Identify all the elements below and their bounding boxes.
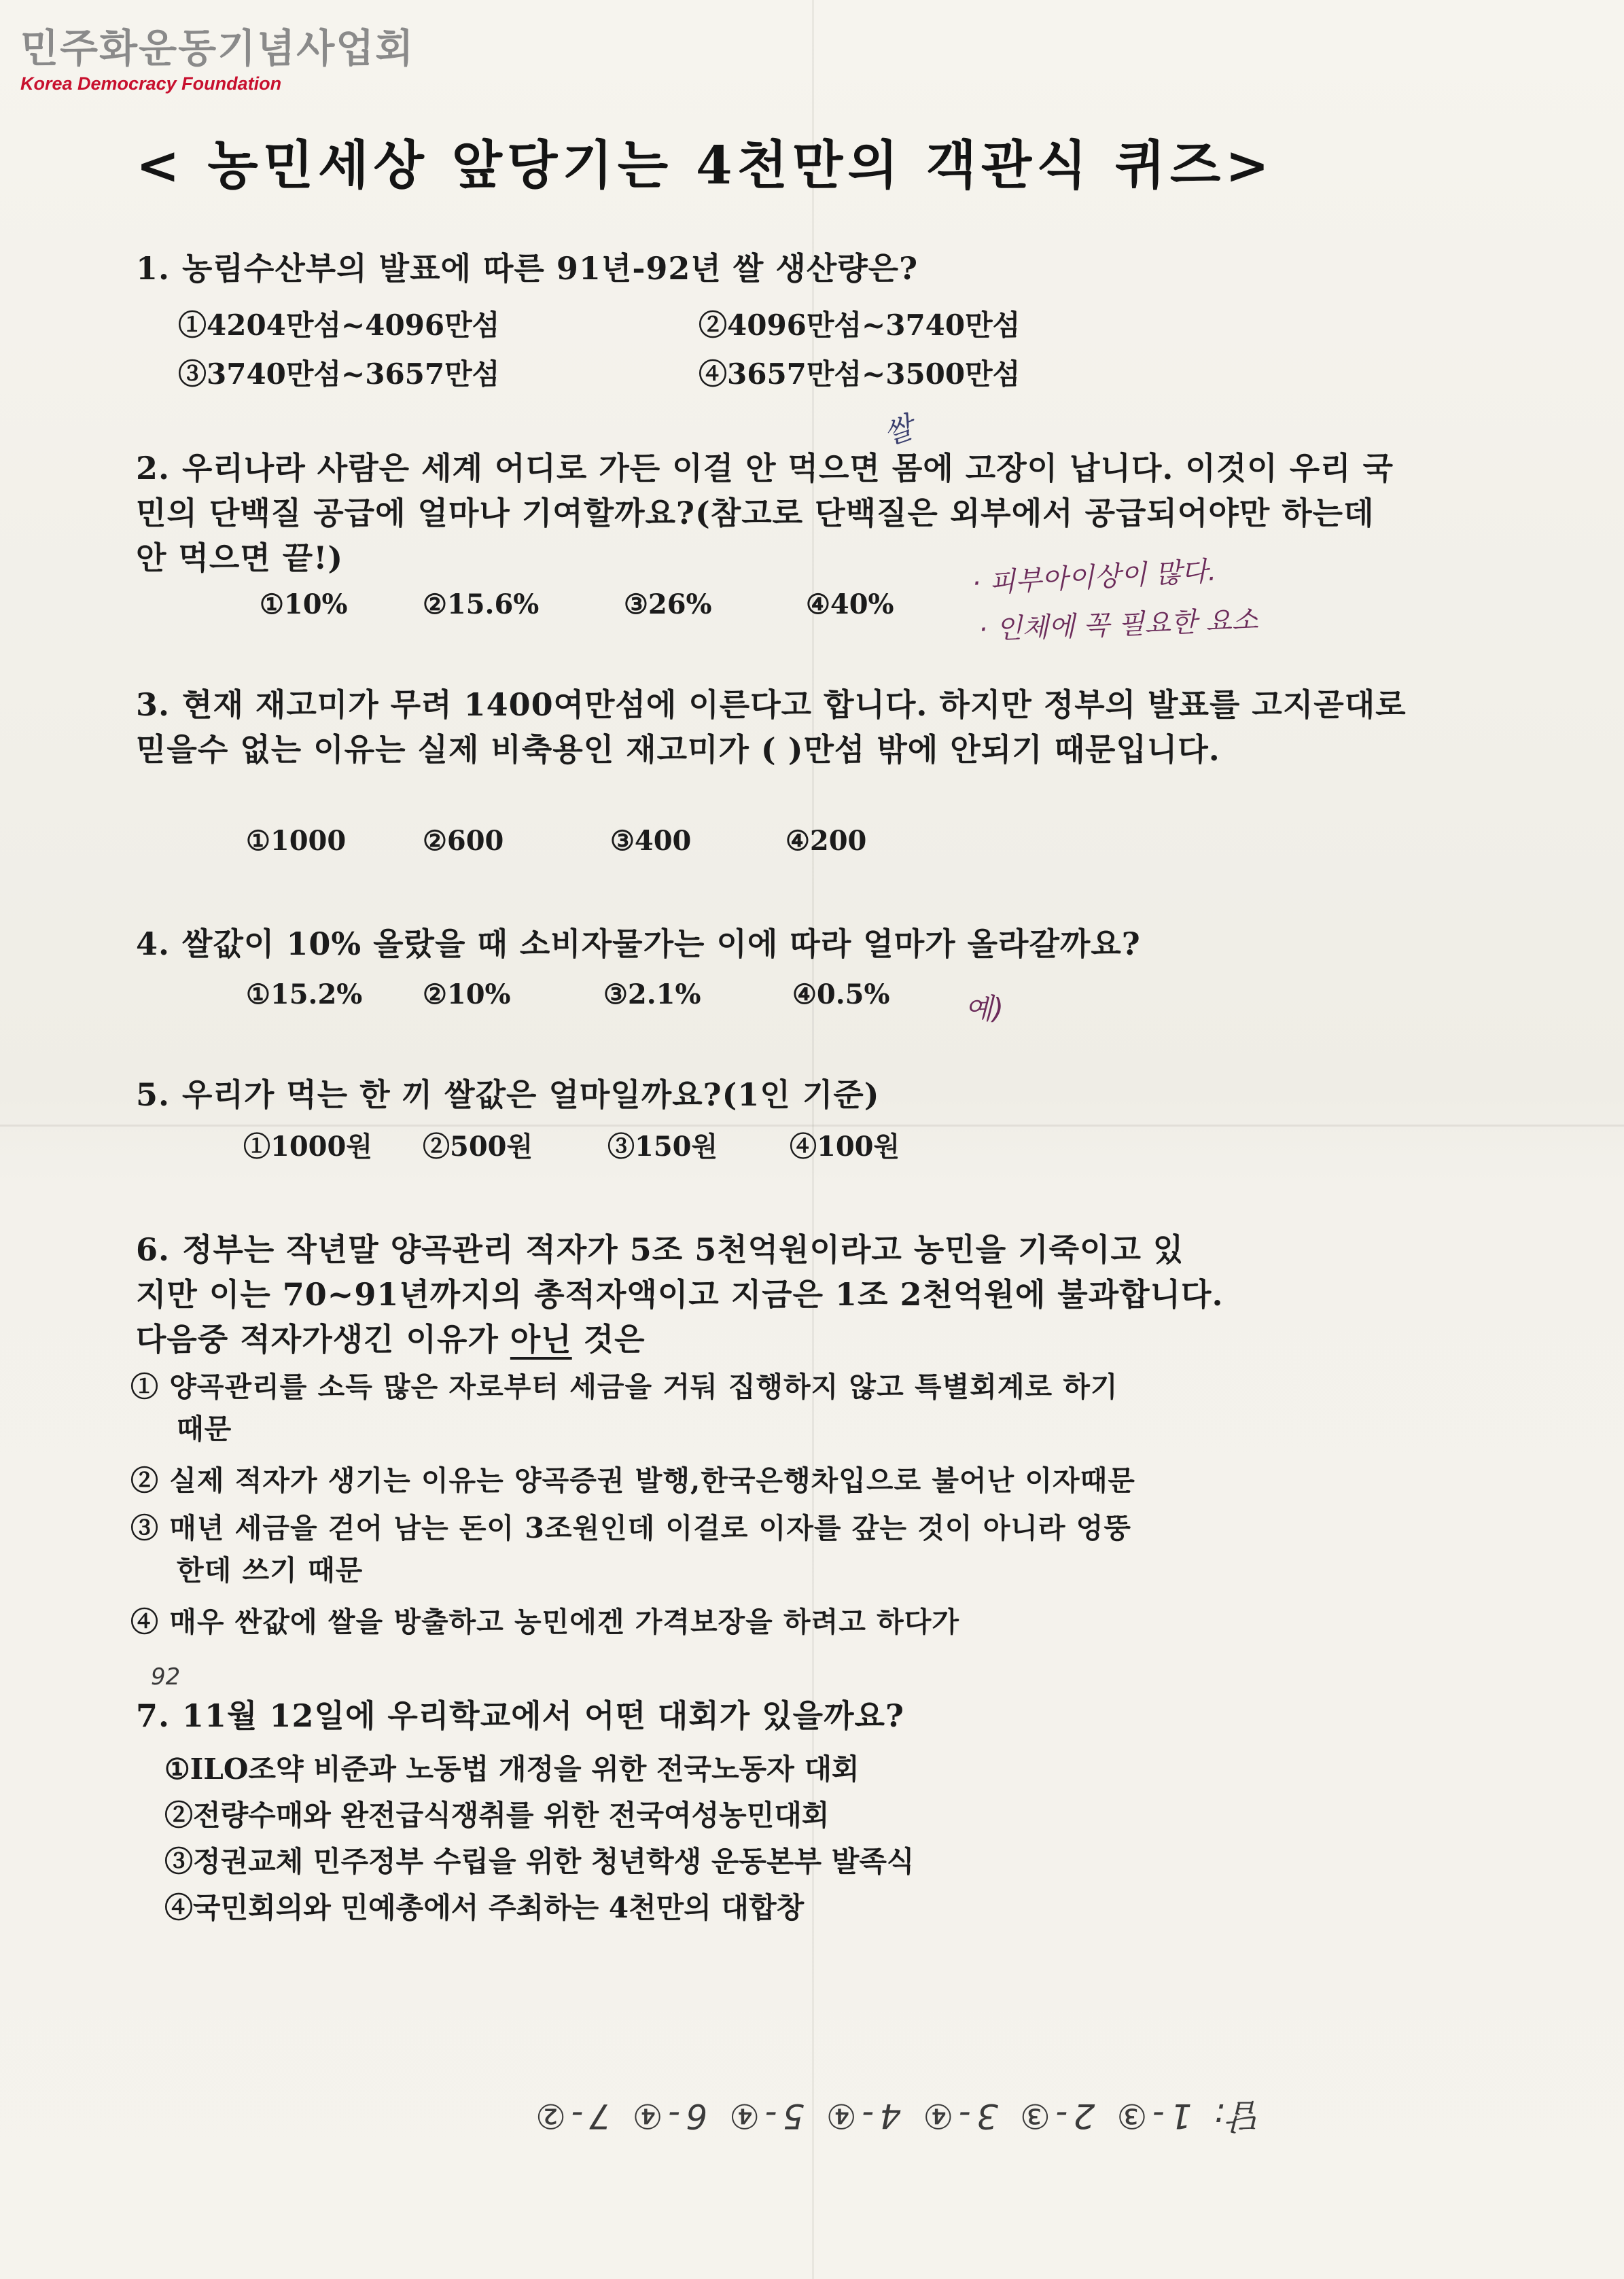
question-text: 농림수산부의 발표에 따른 91년-92년 쌀 생산량은? <box>182 250 919 287</box>
q3-option-1: ①1000 <box>246 825 347 857</box>
question-text: 11월 12일에 우리학교에서 어떤 대회가 있을까요? <box>182 1697 904 1734</box>
q7-option-3: ③정권교체 민주정부 수립을 위한 청년학생 운동본부 발족식 <box>164 1845 915 1878</box>
option-text: 양곡관리를 소득 많은 자로부터 세금을 거둬 집행하지 않고 특별회계로 하기 <box>169 1371 1118 1403</box>
logo-english: Korea Democracy Foundation <box>20 73 282 94</box>
document-title: < 농민세상 앞당기는 4천만의 객관식 퀴즈> <box>136 135 1274 196</box>
option-text-continued: 때문 <box>177 1413 232 1445</box>
q1-option-1: ①4204만섬~4096만섬 <box>178 308 500 342</box>
underlined-word: 아닌 <box>510 1321 572 1358</box>
question-7 <box>136 1693 1413 1738</box>
handwritten-answer-key: 답: 1-③ 2-③ 3-④ 4-④ 5-④ 6-④ 7-② <box>530 2096 1264 2136</box>
q1-option-4: ④3657만섬~3500만섬 <box>699 357 1021 391</box>
q2-option-2: ②15.6% <box>423 588 540 620</box>
question-6 <box>136 1227 1413 1362</box>
q5-option-2: ②500원 <box>423 1131 533 1163</box>
text-segment: 다음중 적자가생긴 이유가 <box>136 1321 510 1358</box>
question-5 <box>136 1072 1413 1117</box>
question-text-line2: 지만 이는 70~91년까지의 총적자액이고 지금은 1조 2천억원에 불과합니다. <box>136 1276 1224 1313</box>
handwritten-q4-note: 예) <box>965 992 1004 1025</box>
question-number: 4. <box>136 925 171 962</box>
question-number: 2. <box>136 450 171 487</box>
question-number: 3. <box>136 686 171 723</box>
question-text-line1: 정부는 작년말 양곡관리 적자가 5조 5천억원이라고 농민을 기죽이고 있 <box>182 1231 1184 1268</box>
handwritten-year-note: 92 <box>151 1663 181 1691</box>
question-number: 1. <box>136 250 171 287</box>
q3-option-3: ③400 <box>610 825 692 857</box>
q5-option-3: ③150원 <box>607 1131 718 1163</box>
q5-option-1: ①1000원 <box>243 1131 372 1163</box>
question-4 <box>136 921 1413 966</box>
question-number: 5. <box>136 1076 171 1113</box>
handwritten-note-1: · 피부아이상이 많다. <box>971 555 1218 600</box>
q6-option-3 <box>130 1507 1408 1591</box>
option-mark: ④ <box>130 1606 159 1638</box>
q4-option-4: ④0.5% <box>792 978 890 1010</box>
q1-option-2: ②4096만섬~3740만섬 <box>699 308 1021 342</box>
q4-option-1: ①15.2% <box>246 978 363 1010</box>
q7-option-4: ④국민회의와 민예총에서 주최하는 4천만의 대합창 <box>164 1891 805 1924</box>
text-segment: 것은 <box>571 1321 646 1358</box>
question-2 <box>136 446 1413 580</box>
question-text: 현재 재고미가 무려 1400여만섬에 이른다고 합니다. 하지만 정부의 발표를 고지곧대로 믿을수 없는 이유는 실제 비축용인 재고미가 ( )만섬 밖에 안되기 때문입니다. <box>136 686 1407 768</box>
q4-option-2: ②10% <box>423 978 511 1010</box>
option-mark: ③ <box>130 1512 159 1544</box>
q2-option-3: ③26% <box>624 588 712 620</box>
option-mark: ① <box>130 1371 159 1403</box>
option-text: 매우 싼값에 쌀을 방출하고 농민에겐 가격보장을 하려고 하다가 <box>169 1606 959 1638</box>
q6-option-4 <box>130 1601 1408 1643</box>
question-text: 우리나라 사람은 세계 어디로 가든 이걸 안 먹으면 몸에 고장이 납니다. 이것이 우리 국민의 단백질 공급에 얼마나 기여할까요?(참고로 단백질은 외부에서 공급되어야만 하는데 안 먹으면 끝!) <box>136 450 1394 576</box>
q6-option-2 <box>130 1460 1408 1502</box>
question-1 <box>136 246 1413 291</box>
question-text-line3 <box>136 1317 1413 1362</box>
question-number: 7. <box>136 1697 171 1734</box>
question-text: 우리가 먹는 한 끼 쌀값은 얼마일까요?(1인 기준) <box>182 1076 880 1113</box>
q3-option-2: ②600 <box>423 825 504 857</box>
handwritten-note-2: · 인체에 꼭 필요한 요소 <box>978 604 1259 646</box>
q7-option-2: ②전량수매와 완전급식쟁취를 위한 전국여성농민대회 <box>164 1799 830 1832</box>
logo-korean: 민주화운동기념사업회 <box>20 25 415 71</box>
option-text: 실제 적자가 생기는 이유는 양곡증권 발행,한국은행차입으로 불어난 이자때문 <box>169 1464 1135 1497</box>
foundation-logo <box>20 24 414 95</box>
question-text: 쌀값이 10% 올랐을 때 소비자물가는 이에 따라 얼마가 올라갈까요? <box>182 925 1141 962</box>
q3-option-4: ④200 <box>785 825 867 857</box>
question-number: 6. <box>136 1231 171 1268</box>
q1-option-3: ③3740만섬~3657만섬 <box>178 357 500 391</box>
option-mark: ② <box>130 1464 159 1497</box>
handwritten-rice-note: 쌀 <box>879 410 918 453</box>
q6-option-1 <box>130 1366 1408 1450</box>
question-3 <box>136 682 1413 772</box>
q7-options <box>164 1746 1388 1931</box>
q5-option-4: ④100원 <box>790 1131 900 1163</box>
q4-option-3: ③2.1% <box>603 978 701 1010</box>
option-text-continued: 한데 쓰기 때문 <box>177 1554 364 1587</box>
q2-option-1: ①10% <box>260 588 348 620</box>
option-text: 매년 세금을 걷어 남는 돈이 3조원인데 이걸로 이자를 갚는 것이 아니라 엉뚱 <box>169 1512 1131 1544</box>
q7-option-1: ①ILO조약 비준과 노동법 개정을 위한 전국노동자 대회 <box>164 1752 860 1786</box>
q2-option-4: ④40% <box>806 588 894 620</box>
